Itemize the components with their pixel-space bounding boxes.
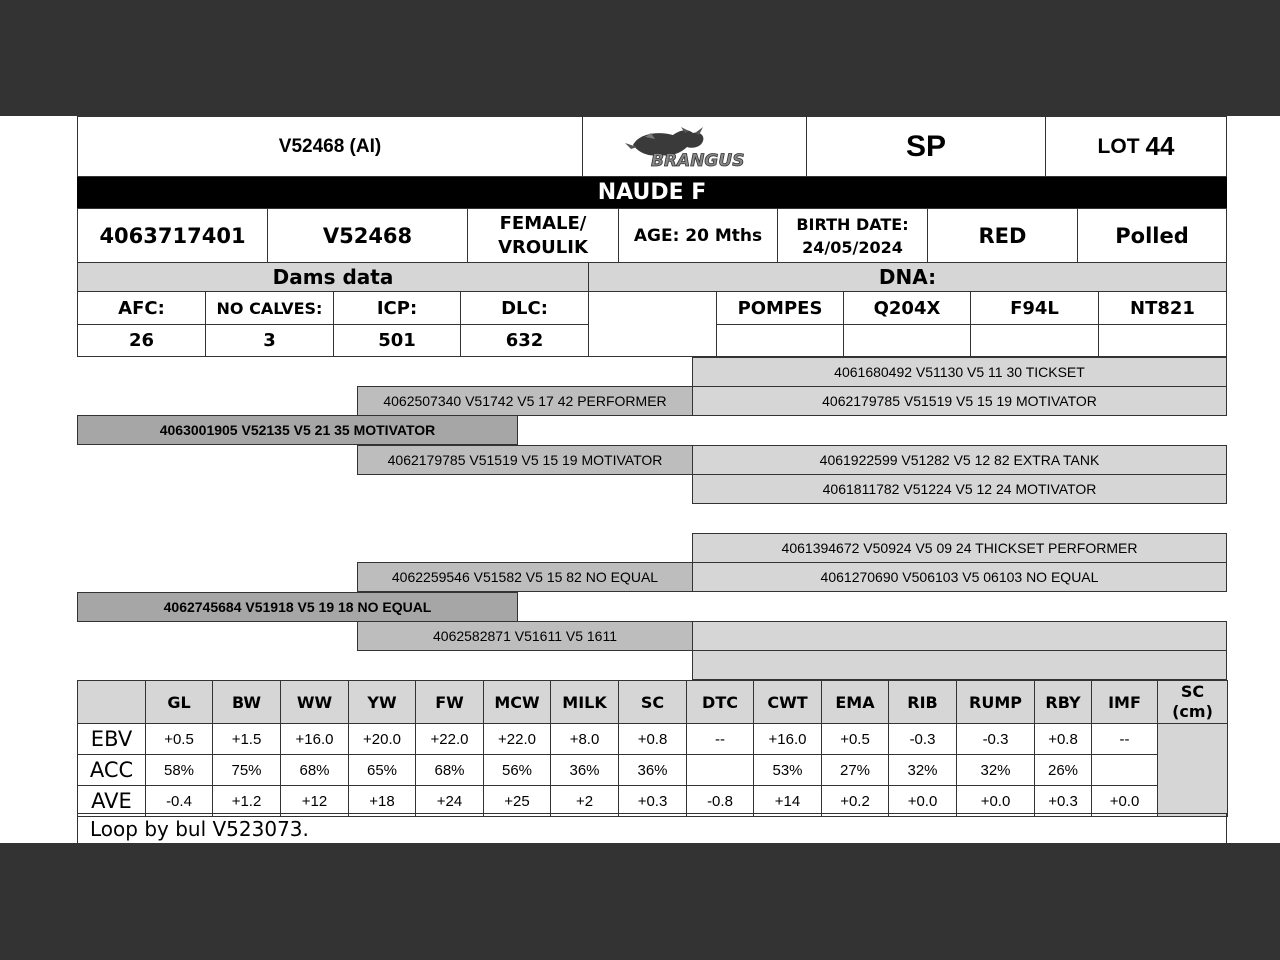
ebv-value-cell-text: -0.8 (707, 792, 733, 810)
ebv-value-cell (348, 754, 416, 786)
ebv-value-cell (821, 723, 889, 755)
ebv-value-cell-text: +0.8 (637, 730, 668, 748)
ebv-value-cell-text: 56% (501, 761, 533, 779)
ebv-row-label (77, 754, 146, 786)
birth-date-text: BIRTH DATE: 24/05/2024 (796, 214, 909, 257)
ebv-value-cell-text: +0.3 (1048, 792, 1078, 810)
dna-value-pompes (716, 324, 844, 357)
ebv-value-cell-text: 53% (772, 761, 803, 779)
ebv-value-cell (1034, 723, 1092, 755)
dams-header-afc (77, 291, 206, 325)
ebv-value-cell (1091, 754, 1158, 786)
pedigree-dam-sire-dam (692, 562, 1227, 592)
ebv-value-cell-text: 32% (907, 761, 938, 779)
ebv-header-cell-text: MCW (494, 692, 540, 712)
ebv-header-cell-text: BW (232, 692, 261, 712)
ebv-value-cell-text: 58% (163, 761, 195, 779)
ebv-value-cell (618, 754, 687, 786)
pedigree-sire-dam (357, 445, 693, 475)
ebv-value-cell-text: +0.5 (164, 730, 194, 748)
ebv-value-cell-text: +25 (504, 792, 530, 810)
ebv-header-cell (618, 680, 687, 724)
ebv-header-cell-text: EMA (835, 692, 875, 712)
dams-header-icp (333, 291, 461, 325)
ebv-header-cell (1157, 680, 1228, 724)
lot-number (1045, 116, 1227, 177)
ebv-header-cell (686, 680, 754, 724)
tag-text: 4063717401 (99, 223, 246, 248)
ebv-value-cell (280, 754, 349, 786)
ebv-header-cell (348, 680, 416, 724)
ebv-header-cell-text: CWT (767, 692, 808, 712)
ebv-value-cell (618, 723, 687, 755)
id-text: V52468 (322, 223, 413, 248)
horn-status (1077, 208, 1227, 263)
dams-value-text: 501 (378, 330, 416, 351)
animal-id-header (77, 116, 583, 177)
ebv-value-cell (888, 754, 957, 786)
ebv-header-cell (753, 680, 822, 724)
ebv-value-cell (212, 754, 281, 786)
pedigree-text: 4063001905 V52135 V5 21 35 MOTIVATOR (159, 422, 436, 438)
ebv-value-cell-text: +16.0 (295, 730, 334, 748)
dna-title (588, 262, 1227, 292)
ebv-value-cell (483, 754, 551, 786)
age-text: AGE: 20 Mths (633, 225, 763, 246)
ebv-value-cell-text: -0.3 (909, 730, 936, 748)
ebv-header-cell (1091, 680, 1158, 724)
ebv-value-cell-text: 32% (980, 761, 1011, 779)
ebv-corner (77, 680, 146, 724)
brangus-logo (582, 116, 807, 177)
dams-title-text: Dams data (272, 265, 394, 289)
ebv-value-cell (821, 754, 889, 786)
pedigree-dam-dam-dam (692, 650, 1227, 680)
ebv-value-cell-text: +14 (774, 792, 801, 810)
tag-number (77, 208, 268, 263)
pedigree-dam-sire-sire (692, 533, 1227, 563)
dams-value-icp (333, 324, 461, 357)
owner-bar (77, 177, 1227, 208)
ebv-row-label-text: EBV (90, 727, 133, 751)
ebv-value-cell-text: 68% (434, 761, 465, 779)
lot-label: LOT (1097, 134, 1140, 158)
ebv-value-cell-text: -0.4 (166, 792, 192, 810)
dams-value-calves (205, 324, 334, 357)
dams-value-text: 26 (128, 330, 155, 351)
pedigree-text: 4061922599 V51282 V5 12 82 EXTRA TANK (819, 452, 1100, 468)
class-badge (806, 116, 1046, 177)
horn-text: Polled (1115, 223, 1189, 248)
pedigree-text: 4062582871 V51611 V5 1611 (433, 628, 617, 644)
ebv-value-cell-text: +18 (369, 792, 395, 810)
ebv-value-cell-text: +0.8 (1048, 730, 1078, 748)
animal-id (267, 208, 468, 263)
ebv-value-cell (956, 723, 1035, 755)
dams-value-text: 632 (505, 330, 544, 351)
ebv-value-cell-text: +2 (575, 792, 594, 810)
ebv-header-cell-text: RBY (1045, 692, 1081, 712)
ebv-value-cell (145, 723, 213, 755)
ebv-value-cell (348, 723, 416, 755)
ebv-value-cell (1034, 754, 1092, 786)
ebv-value-cell-text: -- (1119, 730, 1130, 748)
ebv-value-cell-text: +16.0 (768, 730, 807, 748)
ebv-header-cell-text: MILK (562, 692, 607, 712)
pedigree-text: 4061811782 V51224 V5 12 24 MOTIVATOR (822, 481, 1097, 497)
ebv-header-cell (212, 680, 281, 724)
ebv-row-label-text: AVE (91, 789, 132, 813)
ebv-header-cell (550, 680, 619, 724)
ebv-value-cell (686, 723, 754, 755)
dna-value-q204x (843, 324, 971, 357)
ebv-sc-cm-value (1157, 723, 1228, 817)
pedigree-dam-dam (357, 621, 693, 651)
ebv-header-cell-text: RIB (907, 692, 938, 712)
ebv-value-cell-text: 75% (231, 761, 262, 779)
ebv-value-cell (956, 754, 1035, 786)
ebv-value-cell-text: +8.0 (569, 730, 600, 748)
color (927, 208, 1078, 263)
pedigree-dam-sire (357, 562, 693, 592)
pedigree-text: 4062179785 V51519 V5 15 19 MOTIVATOR (387, 452, 663, 468)
ebv-header-cell-text: YW (367, 692, 397, 712)
pedigree-text: 4062507340 V51742 V5 17 42 PERFORMER (383, 393, 667, 409)
ebv-value-cell (1091, 723, 1158, 755)
dams-value-afc (77, 324, 206, 357)
ebv-value-cell-text: +22.0 (498, 730, 536, 748)
dna-header-f94l (970, 291, 1099, 325)
ebv-value-cell-text: +24 (436, 792, 463, 810)
ebv-value-cell-text: -0.3 (982, 730, 1009, 748)
color-text: RED (978, 223, 1027, 248)
dams-data-title (77, 262, 589, 292)
pedigree-sire-dam-sire (692, 445, 1227, 475)
dams-header-dlc (460, 291, 589, 325)
dams-header-calves (205, 291, 334, 325)
lot-value: 44 (1145, 131, 1175, 161)
ebv-header-cell-text: DTC (702, 692, 738, 712)
ebv-value-cell (550, 754, 619, 786)
ebv-value-cell (415, 723, 484, 755)
sex-text: FEMALE/ VROULIK (498, 212, 588, 258)
pedigree-sire-sire-dam (692, 386, 1227, 416)
pedigree-text: 4061680492 V51130 V5 11 30 TICKSET (834, 364, 1085, 380)
ebv-row-label-text: ACC (89, 758, 134, 782)
ebv-value-cell-text: +1.5 (231, 730, 262, 748)
ebv-value-cell-text: +12 (301, 792, 328, 810)
pedigree-sire-sire-sire (692, 357, 1227, 387)
dna-header-text: F94L (1010, 297, 1059, 319)
ebv-value-cell (753, 754, 822, 786)
dna-title-text: DNA: (878, 265, 937, 289)
pedigree-text: 4062179785 V51519 V5 15 19 MOTIVATOR (822, 393, 1097, 409)
age (618, 208, 778, 263)
ebv-value-cell-text: +0.5 (840, 730, 870, 748)
dams-header-text: AFC: (118, 297, 165, 319)
ebv-header-cell-text: SC (640, 692, 665, 712)
ebv-value-cell-text: 26% (1047, 761, 1079, 779)
ebv-header-cell (821, 680, 889, 724)
dams-header-text: ICP: (376, 297, 418, 319)
ebv-value-cell-text: +0.0 (1109, 792, 1140, 810)
pedigree-dam (77, 592, 518, 622)
ebv-value-cell (212, 723, 281, 755)
lot-card (0, 116, 1280, 843)
pedigree-sire-sire (357, 386, 693, 416)
ebv-value-cell-text: 36% (637, 761, 668, 779)
dna-blank (588, 291, 717, 357)
ebv-value-cell-text: 36% (569, 761, 600, 779)
dna-header-text: POMPES (737, 297, 823, 319)
dna-header-pompes (716, 291, 844, 325)
ebv-value-cell-text: 65% (366, 761, 398, 779)
ebv-header-cell-text: RUMP (969, 692, 1022, 712)
class-text: SP (905, 129, 947, 163)
ebv-value-cell (145, 754, 213, 786)
ebv-value-cell-text: +0.3 (637, 792, 668, 810)
ebv-header-cell (956, 680, 1035, 724)
bull-logo-icon (615, 123, 775, 171)
pedigree-text: 4062745684 V51918 V5 19 18 NO EQUAL (163, 599, 432, 615)
dna-header-text: Q204X (873, 297, 941, 319)
ebv-value-cell (753, 723, 822, 755)
dams-header-text: NO CALVES: (216, 298, 323, 318)
ebv-header-cell-text: IMF (1108, 692, 1141, 712)
ebv-value-cell (686, 754, 754, 786)
pedigree-sire-dam-dam (692, 474, 1227, 504)
ebv-header-cell (483, 680, 551, 724)
pedigree-text: 4062259546 V51582 V5 15 82 NO EQUAL (391, 569, 659, 585)
ebv-header-cell-text: GL (167, 692, 191, 712)
birth-date (777, 208, 928, 263)
ebv-header-cell (280, 680, 349, 724)
ebv-header-cell (888, 680, 957, 724)
ebv-header-cell-text: SC (cm) (1172, 682, 1213, 721)
dams-value-dlc (460, 324, 589, 357)
ebv-value-cell (415, 754, 484, 786)
dna-header-nt821 (1098, 291, 1227, 325)
ebv-value-cell-text: +1.2 (231, 792, 262, 810)
ebv-value-cell (483, 723, 551, 755)
ebv-header-cell (415, 680, 484, 724)
note-text: Loop by bul V523073. (90, 816, 309, 841)
ebv-header-cell (1034, 680, 1092, 724)
dams-value-text: 3 (263, 330, 276, 351)
dna-header-q204x (843, 291, 971, 325)
ebv-value-cell-text: 27% (839, 761, 871, 779)
ebv-value-cell-text: +0.0 (980, 792, 1011, 810)
ebv-header-cell-text: FW (435, 692, 464, 712)
note-row (77, 813, 1227, 844)
ebv-value-cell-text: +20.0 (363, 730, 401, 748)
ebv-value-cell-text: +0.0 (907, 792, 938, 810)
dams-header-text: DLC: (501, 297, 548, 319)
animal-id-text: V52468 (AI) (278, 135, 382, 157)
ebv-value-cell (888, 723, 957, 755)
ebv-value-cell (280, 723, 349, 755)
ebv-value-cell (550, 723, 619, 755)
ebv-row-label (77, 723, 146, 755)
dna-header-text: NT821 (1130, 297, 1195, 319)
ebv-header-cell-text: WW (296, 692, 333, 712)
ebv-header-cell (145, 680, 213, 724)
ebv-value-cell-text: 68% (299, 761, 330, 779)
pedigree-sire (77, 415, 518, 445)
owner-name: NAUDE F (597, 180, 707, 205)
dna-value-nt821 (1098, 324, 1227, 357)
dna-value-f94l (970, 324, 1099, 357)
ebv-value-cell-text: +0.2 (840, 792, 870, 810)
pedigree-dam-dam-sire (692, 621, 1227, 651)
sex (467, 208, 619, 263)
svg-text:BRANGUS: BRANGUS (650, 150, 744, 171)
ebv-value-cell-text: -- (715, 730, 725, 748)
ebv-value-cell-text: +22.0 (430, 730, 469, 748)
pedigree-text: 4061270690 V506103 V5 06103 NO EQUAL (820, 569, 1099, 585)
pedigree-text: 4061394672 V50924 V5 09 24 THICKSET PERFORMER (781, 540, 1138, 556)
